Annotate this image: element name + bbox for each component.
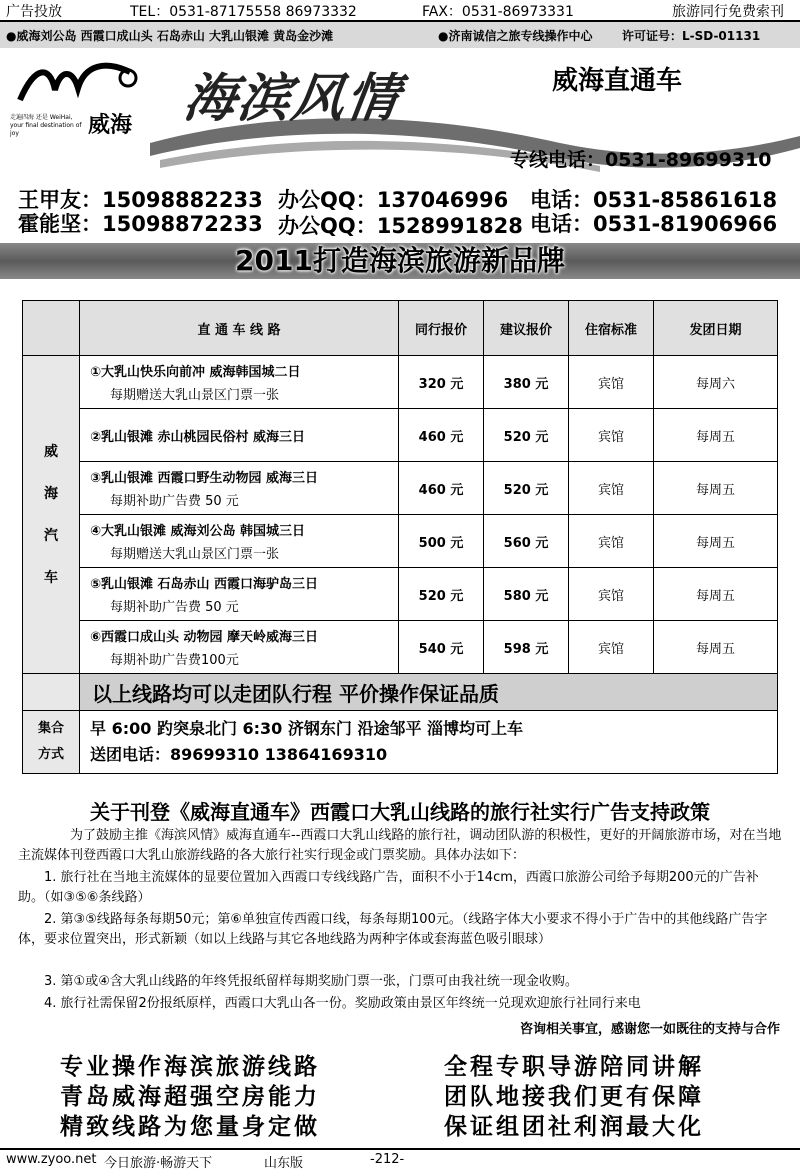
hotel: 宾馆 — [569, 621, 654, 674]
footer-magazine: 今日旅游·畅游天下 — [104, 1156, 213, 1171]
contact-mobile: 15098882233 — [102, 188, 263, 212]
highlights-bar — [0, 22, 800, 48]
group-char: 汽 — [44, 527, 58, 544]
notice-blank — [23, 674, 80, 711]
policy-item-1: 1. 旅行社在当地主流媒体的显要位置加入西霞口专线线路广告，面积不小于14cm，西霞口旅游公司给予每期200元的广告补助。（如③⑤⑥条线路） — [18, 870, 759, 905]
hotel: 宾馆 — [569, 568, 654, 621]
route-name: ⑥西霞口成山头 动物园 摩天岭威海三日 — [90, 630, 319, 645]
route-name: ③乳山银滩 西霞口野生动物园 威海三日 — [90, 471, 319, 486]
route-cell — [80, 568, 399, 621]
hotel: 宾馆 — [569, 462, 654, 515]
tel-number: 0531-85861618 — [593, 188, 778, 212]
footer-site[interactable]: www.zyoo.net — [6, 1152, 97, 1167]
route-name: ⑤乳山银滩 石岛赤山 西霞口海驴岛三日 — [90, 577, 319, 592]
license-number: 许可证号：L-SD-01131 — [622, 29, 761, 43]
header-route: 直 通 车 线 路 — [80, 301, 399, 356]
route-name: ①大乳山快乐向前冲 威海韩国城二日 — [90, 365, 301, 380]
brand-title: 海滨风情 — [180, 68, 405, 129]
assembly-label-line: 方式 — [37, 747, 64, 762]
logo-city: 威海 — [88, 113, 133, 138]
trade-price: 320 元 — [399, 356, 484, 409]
table-header-row — [23, 301, 778, 356]
policy-item-4: 4. 旅行社需保留2份报纸原样，西霞口大乳山各一份。奖励政策由景区年终统一兑现欢迎旅行社同行来电 — [44, 996, 641, 1011]
table-row — [23, 409, 778, 462]
table-row — [23, 356, 778, 409]
promo-left-2: 青岛威海超强空房能力 — [60, 1084, 320, 1110]
route-cell — [80, 462, 399, 515]
notice-row — [23, 674, 778, 711]
route-cell — [80, 621, 399, 674]
group-char: 海 — [44, 485, 58, 502]
footer-edition: 山东版 — [264, 1156, 304, 1171]
policy-title: 关于刊登《威海直通车》西霞口大乳山线路的旅行社实行广告支持政策 — [90, 800, 710, 824]
assembly-phone: 送团电话：89699310 13864169310 — [90, 745, 388, 764]
suggested-price: 580 元 — [484, 568, 569, 621]
tel-label: 电话： — [530, 188, 593, 212]
operation-center: ●济南诚信之旅专线操作中心 — [438, 29, 593, 43]
depart-date: 每周五 — [654, 568, 778, 621]
route-note: 每期赠送大乳山景区门票一张 — [110, 388, 280, 403]
footer — [0, 1148, 800, 1170]
header-hotel: 住宿标准 — [569, 301, 654, 356]
qq-number: 1528991828 — [376, 214, 523, 238]
express-title: 威海直通车 — [552, 66, 683, 96]
slogan: 2011打造海滨旅游新品牌 — [235, 244, 565, 277]
logo-swoosh-icon — [10, 60, 150, 110]
contact-mobile: 15098872233 — [102, 212, 263, 236]
team-notice: 以上线路均可以走团队行程 平价操作保证品质 — [80, 674, 778, 711]
hotel: 宾馆 — [569, 515, 654, 568]
promo-right-3: 保证组团社利润最大化 — [444, 1114, 704, 1140]
promo-left-1: 专业操作海滨旅游线路 — [60, 1054, 320, 1080]
hotel: 宾馆 — [569, 356, 654, 409]
tel-label: 电话： — [530, 212, 593, 236]
header-blank — [23, 301, 80, 356]
route-note: 每期补助广告费 50 元 — [110, 494, 239, 509]
table-row — [23, 515, 778, 568]
route-cell — [80, 356, 399, 409]
route-table — [22, 300, 778, 774]
qq-label: 办公QQ： — [278, 214, 377, 238]
ad-label: 广告投放 — [6, 4, 62, 20]
table-row — [23, 621, 778, 674]
group-char: 威 — [44, 443, 58, 460]
suggested-price: 380 元 — [484, 356, 569, 409]
hotline: 专线电话：0531-89699310 — [510, 149, 772, 171]
suggested-price: 560 元 — [484, 515, 569, 568]
trade-price: 460 元 — [399, 462, 484, 515]
depart-date: 每周五 — [654, 515, 778, 568]
depart-date: 每周六 — [654, 356, 778, 409]
promo-left-3: 精致线路为您量身定做 — [60, 1114, 320, 1140]
policy-intro: 为了鼓励主推《海滨风情》威海直通车--西霞口大乳山线路的旅行社，调动团队游的积极性，更好的开阔旅游市场，对在当地主流媒体刊登西霞口大乳山旅游线路的各大旅行社实行现金或门票奖励。具体办法如下： — [18, 828, 782, 863]
contact-name: 王甲友： — [18, 188, 102, 212]
policy-item-3: 3. 第①或④含大乳山线路的年终凭报纸留样每期奖励门票一张，门票可由我社统一现金收购。 — [44, 974, 578, 989]
qq-label: 办公QQ： — [278, 188, 377, 212]
contact-qq-2 — [278, 210, 523, 240]
tel-number: 0531-81906966 — [593, 212, 778, 236]
suggested-price: 520 元 — [484, 409, 569, 462]
assembly-label — [23, 711, 80, 774]
group-label — [23, 356, 80, 674]
tel-number: TEL：0531-87175558 86973332 — [130, 4, 357, 20]
fax-number: FAX：0531-86973331 — [422, 4, 574, 20]
route-note: 每期补助广告费 50 元 — [110, 600, 239, 615]
top-bar — [0, 0, 800, 22]
route-cell — [80, 515, 399, 568]
trade-price: 460 元 — [399, 409, 484, 462]
promo-right-2: 团队地接我们更有保障 — [444, 1084, 704, 1110]
route-note: 每期赠送大乳山景区门票一张 — [110, 547, 280, 562]
qq-number: 137046996 — [376, 188, 509, 212]
trade-price: 520 元 — [399, 568, 484, 621]
policy-thanks: 咨询相关事宜，感谢您一如既往的支持与合作 — [519, 1022, 780, 1037]
depart-date: 每周五 — [654, 462, 778, 515]
promo-right-1: 全程专职导游陪同讲解 — [444, 1054, 704, 1080]
weihai-logo — [10, 60, 150, 140]
depart-date: 每周五 — [654, 409, 778, 462]
group-char: 车 — [44, 569, 58, 586]
assembly-row — [23, 711, 778, 774]
spots-list: ●威海刘公岛 西霞口成山头 石岛赤山 大乳山银滩 黄岛金沙滩 — [6, 29, 334, 43]
route-note: 每期补助广告费100元 — [110, 653, 239, 668]
suggested-price: 520 元 — [484, 462, 569, 515]
route-name: ②乳山银滩 赤山桃园民俗村 威海三日 — [90, 429, 306, 445]
header-suggested-price: 建议报价 — [484, 301, 569, 356]
assembly-info — [80, 711, 778, 774]
trade-price: 540 元 — [399, 621, 484, 674]
trade-price: 500 元 — [399, 515, 484, 568]
suggested-price: 598 元 — [484, 621, 569, 674]
header-date: 发团日期 — [654, 301, 778, 356]
assembly-label-line: 集合 — [37, 721, 64, 736]
route-cell — [80, 409, 399, 462]
policy-item-2: 2. 第③⑤线路每条每期50元；第⑥单独宣传西霞口线，每条每期100元。（线路字体大小要求不得小于广告中的其他线路广告字体，要求位置突出，形式新颖（如以上线路与其它各地线路为两种字体或套海蓝色吸引眼球） — [18, 912, 768, 947]
hotel: 宾馆 — [569, 409, 654, 462]
route-name: ④大乳山银滩 威海刘公岛 韩国城三日 — [90, 524, 306, 539]
logo-tagline: 走遍四海 还是 WeiHai, your final destination of joy — [10, 114, 82, 137]
assembly-schedule: 早 6:00 趵突泉北门 6:30 济钢东门 沿途邹平 淄博均可上车 — [90, 719, 524, 738]
contact-row-2 — [18, 208, 263, 238]
table-row — [23, 462, 778, 515]
free-copy-label: 旅游同行免费索刊 — [672, 4, 784, 20]
page-number: -212- — [370, 1152, 405, 1167]
contact-name: 霍能坚： — [18, 212, 102, 236]
contact-tel-2 — [530, 208, 777, 238]
table-row — [23, 568, 778, 621]
header-trade-price: 同行报价 — [399, 301, 484, 356]
depart-date: 每周五 — [654, 621, 778, 674]
